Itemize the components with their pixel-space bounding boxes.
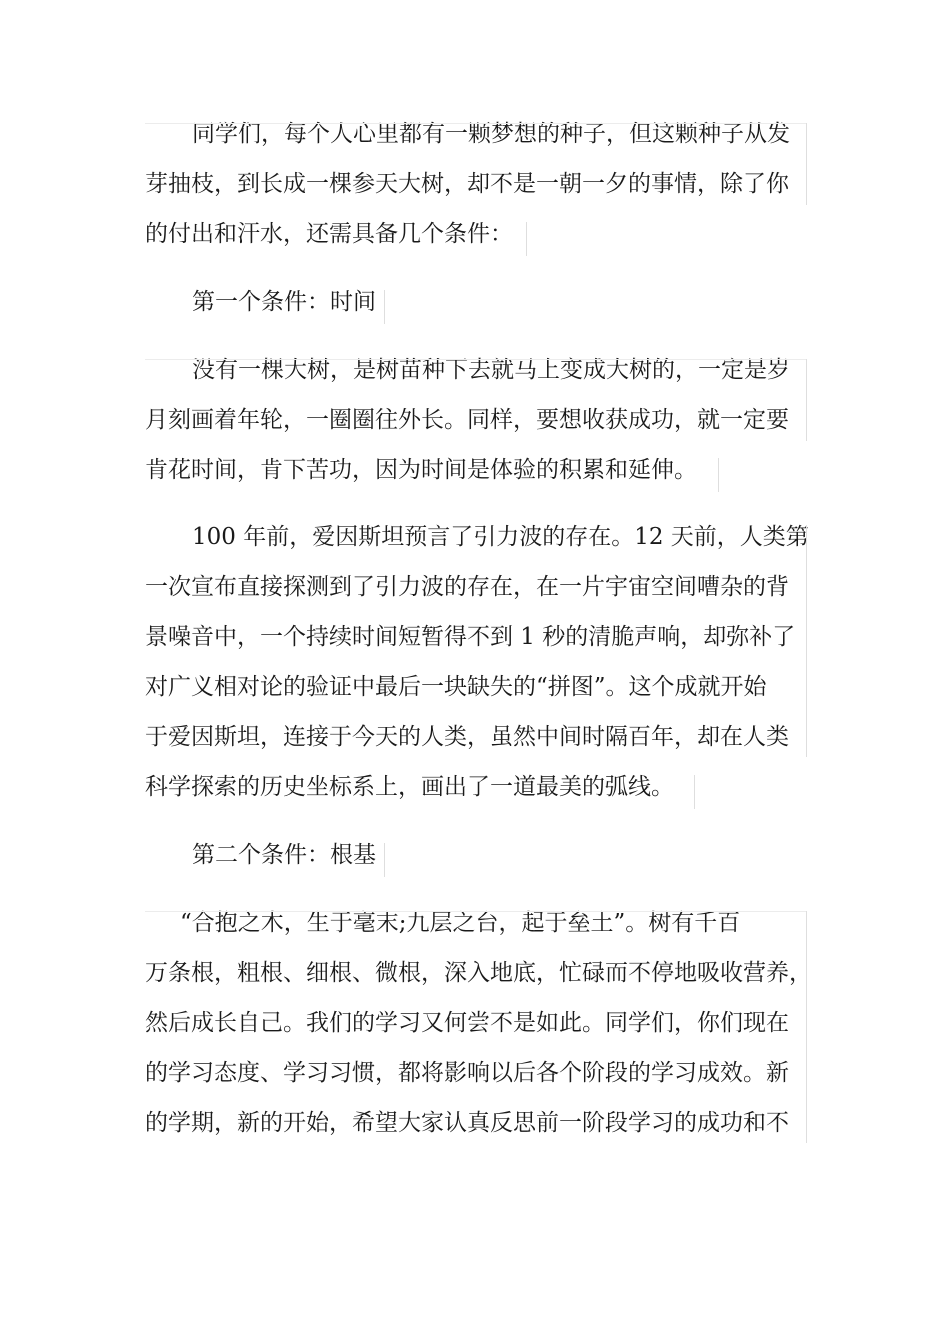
guide-line (694, 775, 695, 809)
paragraph-4-line-4: 的学习态度、学习习惯，都将影响以后各个阶段的学习成效。新 (145, 1060, 789, 1086)
paragraph-2-line-2: 月刻画着年轮，一圈圈往外长。同样，要想收获成功，就一定要 (145, 407, 789, 433)
guide-line (718, 458, 719, 492)
paragraph-3-line-2: 一次宣布直接探测到了引力波的存在，在一片宇宙空间嘈杂的背 (145, 574, 789, 600)
paragraph-1-line-2: 芽抽枝，到长成一棵参天大树，却不是一朝一夕的事情，除了你 (145, 171, 789, 197)
guide-line (145, 911, 807, 912)
paragraph-3-line-5: 于爱因斯坦，连接于今天的人类，虽然中间时隔百年，却在人类 (145, 724, 789, 750)
heading-condition-2: 第二个条件：根基 (192, 842, 376, 868)
paragraph-4-line-1: “合抱之木，生于毫末;九层之台，起于垒土”。树有千百 (180, 910, 741, 936)
paragraph-3-line-1: 100 年前，爱因斯坦预言了引力波的存在。12 天前，人类第 (192, 524, 809, 550)
guide-line (145, 123, 807, 124)
guide-line (526, 222, 527, 256)
guide-line (806, 525, 807, 757)
paragraph-2-line-1: 没有一棵大树，是树苗种下去就马上变成大树的，一定是岁 (192, 357, 790, 383)
paragraph-3-line-3: 景噪音中，一个持续时间短暂得不到 1 秒的清脆声响，却弥补了 (145, 624, 796, 650)
guide-line (384, 290, 385, 324)
paragraph-4-line-2: 万条根，粗根、细根、微根，深入地底，忙碌而不停地吸收营养， (145, 960, 812, 986)
guide-line (384, 843, 385, 877)
paragraph-4-line-3: 然后成长自己。我们的学习又何尝不是如此。同学们，你们现在 (145, 1010, 789, 1036)
paragraph-2-line-3: 肯花时间，肯下苦功，因为时间是体验的积累和延伸。 (145, 457, 697, 483)
paragraph-3-line-6: 科学探索的历史坐标系上，画出了一道最美的弧线。 (145, 774, 674, 800)
paragraph-3-line-4: 对广义相对论的验证中最后一块缺失的“拼图”。这个成就开始 (145, 674, 767, 700)
guide-line (145, 359, 807, 360)
guide-line (806, 911, 807, 1143)
paragraph-1-line-3: 的付出和汗水，还需具备几个条件： (145, 221, 513, 247)
paragraph-4-line-5: 的学期，新的开始，希望大家认真反思前一阶段学习的成功和不 (145, 1110, 789, 1136)
guide-line (806, 123, 807, 205)
paragraph-1-line-1: 同学们，每个人心里都有一颗梦想的种子，但这颗种子从发 (192, 121, 790, 147)
heading-condition-1: 第一个条件：时间 (192, 289, 376, 315)
guide-line (806, 359, 807, 441)
